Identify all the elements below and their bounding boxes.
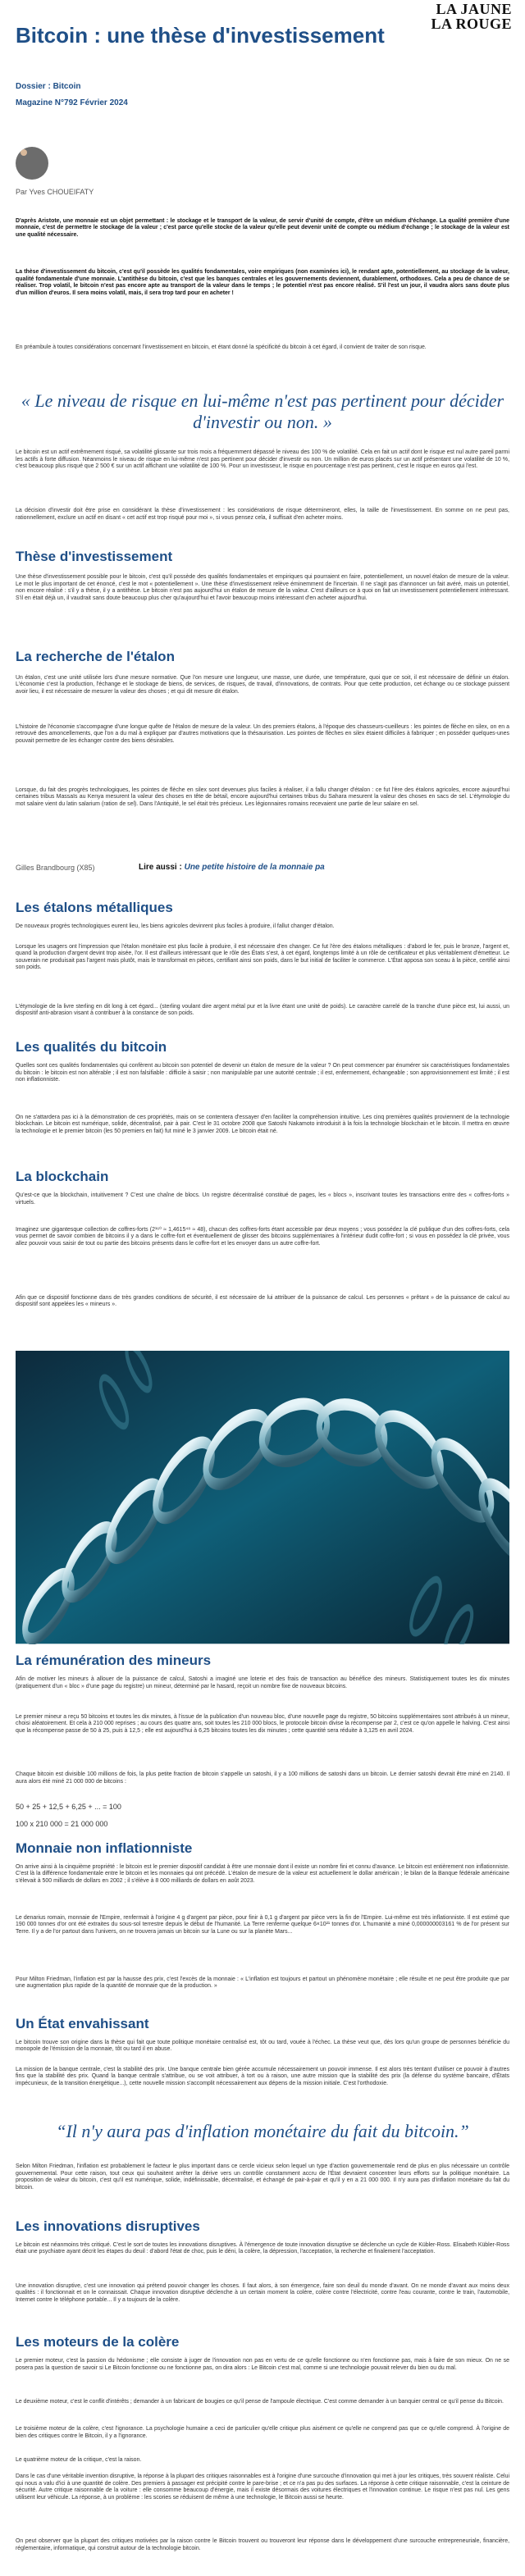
dossier-link[interactable]: Dossier : Bitcoin <box>16 81 81 91</box>
etalon-paragraph-1: Un étalon, c'est une unité utilisée lors d'une mesure normative. Que l'on mesure une longueur, une masse, une durée, une température, quoi que ce soit, il est nécessaire de définir un étalon. L'économie c'est la production, l'échange et le stockage de biens, de services, de risques, de travail, d'innovations, de contrats. Pour que cette production, cet échange ou ce stockage puissent avoir lieu, il est nécessaire de mesurer la valeur des choses ; et qui dit mesure dit étalon. <box>16 674 509 695</box>
section-title-blockchain: La blockchain <box>16 1169 109 1185</box>
etat-paragraph-1: Le bitcoin trouve son origine dans la thèse qui fait que toute politique monétaire centralisé est, tôt ou tard, vouée à l'échec. La thèse veut que, dès lors qu'un groupe de personnes bénéficie du monopole de l'émission de la monnaie, tôt ou tard il en abuse. <box>16 2039 509 2053</box>
moteurs-paragraph-1: Le premier moteur, c'est la passion du hédonisme ; elle consiste à juger de l'innovation non pas en vertu de ce qu'elle fonctionne ou n'en fonctionne pas, mais à faire de son mieux. On ne se posera pas la question de savoir si Le Bitcoin fonctionne ou ne fonctionne pas, on dira alors : Le Bitcoin c'est mal, comme si une technologie pouvait relever du bien ou du mal. <box>16 2358 509 2371</box>
lire-aussi-title: Une petite histoire de la monnaie pa <box>184 863 325 873</box>
intro-paragraph-1: D'après Aristote, une monnaie est un objet permettant : le stockage et le transport de la valeur, de servir d'unité de compte, d'être un médium d'échange. La qualité première d'une monnaie, c'est de permettre le stockage de la valeur ; c'est parce qu'elle stocke de la valeur qu'elle peut devenir unité de compte ou médium d'échange ; le stockage de la valeur est une qualité nécessaire. <box>16 217 509 238</box>
remuneration-paragraph-3: Chaque bitcoin est divisible 100 millions de fois, la plus petite fraction de bitcoin s'appelle un satoshi, il y a 100 millions de satoshi dans un bitcoin. Le dernier satoshi devrait être miné en 2140. Il aura alors été miné 21 000 000 de bitcoins : <box>16 1771 509 1785</box>
author-name[interactable]: Par Yves CHOUEIFATY <box>16 187 94 196</box>
these-paragraph-1: Une thèse d'investissement possible pour le bitcoin, c'est qu'il possède des qualités fondamentales et empiriques qui pourraient en faire, potentiellement, un nouvel étalon de mesure de la valeur. Le mot le plus important de cet énoncé, c'est le mot « potentiellement ». Une thèse d'investissement relève éminemment de l'incertain. Il ne s'agit pas d'annoncer un fait avéré, mais un potentiel, non encore réalisé : s'il y a thèse, il y a antithèse. Le bitcoin n'est pas aujourd'hui un étalon de mesure de la valeur. C'est d'ailleurs ce à quoi on fait un investissement potentiellement intéressant. S'il en était déjà un, il vaudrait sans doute beaucoup plus cher qu'aujourd'hui et l'avoir beaucoup moins intéressant d'en acheter aujourd'hui. <box>16 574 509 601</box>
inflation-paragraph-2: Le denarius romain, monnaie de l'Empire, renfermait à l'origine 4 g d'argent par pièce, pour finir à 0,1 g d'argent par pièce vers la fin de l'Empire. Lui-même est très inflationniste. Il est estimé que 190 000 tonnes d'or ont été extraites du sous-sol terrestre depuis le début de l'humanité. La Terre renferme quelque 6×10²¹ tonnes d'or. L'humanité a miné 0,000000003161 % de l'or présent sur Terre. Il y a de l'or partout dans l'univers, on ne trouvera jamais un bitcoin sur la Lune ou sur la planète Mars... <box>16 1914 509 1935</box>
author-avatar <box>16 147 48 180</box>
section-title-etalon: La recherche de l'étalon <box>16 649 175 665</box>
lire-aussi-link[interactable] <box>139 863 325 872</box>
chain-image-svg <box>16 1351 509 1644</box>
section-title-etat: Un État envahissant <box>16 2015 149 2031</box>
qualites-paragraph-1: Quelles sont ces qualités fondamentales qui confèrent au bitcoin son potentiel de devenir un étalon de mesure de la valeur ? On peut commencer par énumérer six caractéristiques fondamentales du bitcoin : le bitcoin est non altérable ; il est non falsifiable : difficile à saisir ; non manipulable par une autorité centrale ; il est, enfermement, échangeable ; son approvisionnement est limité ; il est non inflationniste. <box>16 1063 509 1083</box>
image-credit: Gilles Brandbourg (X85) <box>16 864 95 873</box>
blockchain-paragraph-3: Afin que ce dispositif fonctionne dans de très grandes conditions de sécurité, il est nécessaire de lui attribuer de la puissance de calcul. Les personnes « prêtant » de la puissance de calcul au dispositif sont appelées les « mineurs ». <box>16 1294 509 1308</box>
moteurs-paragraph-5: Dans le cas d'une véritable invention disruptive, la réponse à la plupart des critiques raisonnables est à l'origine d'une surcouche d'innovation qui met à jour les critiques, très souvent réaliste. Celui qui nous a valu d'ici à une quantité de colère. Des premiers à passager est précipité contre le pare-brise ; et ce n'a pas pu des surfaces. La réponse à cette critique raisonnable, c'est la ceinture de sécurité. Autre critique raisonnable de la voiture : elle consomme beaucoup d'énergie, mais il existe désormais des voitures électriques et l'innovation continue. Le risque n'est pas nul. Les gens utilisent leur véhicule. La réponse, à un problème : les scories se réduisent de même à une technologie, le Bitcoin aussi se heurte. <box>16 2473 509 2501</box>
risk-paragraph-1: Le bitcoin est un actif extrêmement risqué, sa volatilité glissante sur trois mois a fréquemment dépassé le niveau des 100 % de volatilité. Cela en fait un actif dont le risque est nul autre pareil parmi les actifs à forte diffusion. Néanmoins le niveau de risque en lui-même n'est pas pertinent pour décider d'investir ou non. Un million de euros placés sur un actif présentant une volatilité de 10 %, c'est beaucoup plus risqué que 2 500 € sur un actif affichant une volatilité de 100 %. Pour un investisseur, le risque en pourcentage n'est pas pertinent, c'est le risque en euros qui l'est. <box>16 449 509 470</box>
section-title-inflation: Monnaie non inflationniste <box>16 1840 193 1856</box>
metalliques-paragraph-1: De nouveaux progrès technologiques eurent lieu, les biens agricoles devinrent plus faciles à produire, il fallut changer d'étalon. <box>16 923 335 929</box>
moteurs-paragraph-4: Le quatrième moteur de la critique, c'est la raison. <box>16 2456 142 2463</box>
lire-aussi-label: Lire aussi : <box>139 863 182 873</box>
pull-quote-inflation: “Il n'y aura pas d'inflation monétaire du fait du bitcoin.” <box>56 2121 469 2142</box>
site-logo[interactable] <box>410 1 512 32</box>
inflation-paragraph-3: Pour Milton Friedman, l'inflation est par la hausse des prix, c'est l'excès de la monnaie : « L'inflation est toujours et partout un phénomène monétaire ; elle résulte et ne peut être produite que par une augmentation plus rapide de la quantité de monnaie que de la production. » <box>16 1976 509 1990</box>
qualites-paragraph-2: On ne s'attardera pas ici à la démonstration de ces propriétés, mais on se contentera d'essayer d'en faciliter la compréhension intuitive. Les cinq premières qualités proviennent de la technologie blockchain. Le bitcoin est numérique, solide, décentralisé, pair à pair. C'est le 31 octobre 2008 que Satoshi Nakamoto introduisit à la fois la technologie blockchain et le bitcoin. Il mettra en œuvre la technologie et le premier bitcoin (les 50 premiers en fait) fut miné le 3 janvier 2009. Le bitcoin était né. <box>16 1114 509 1134</box>
section-title-metalliques: Les étalons métalliques <box>16 899 173 915</box>
risk-paragraph-2: La décision d'investir doit être prise en considérant la thèse d'investissement : les considérations de risque détermineront, elles, la taille de l'investissement. En somme on ne peut pas, rationnellement, exclure un actif en disant « cet actif est trop risqué pour moi », si vous pensez cela, il suffisait d'en acheter moins. <box>16 508 509 521</box>
etalon-paragraph-3: Lorsque, du fait des progrès technologiques, les pointes de flèche en silex sont devenues plus faciles à réaliser, il a fallu changer d'étalon : ce fut l'ère des étalons agricoles, encore aujourd'hui certaines tribus Massaïs au Kenya mesurent la valeur des choses en tête de bétail, encore aujourd'hui certaines tribus du Sahara mesurent la valeur des choses en sacs de sel. L'étymologie du mot salaire vient du latin salarium (ration de sel). Dans l'Antiquité, le sel était très précieux. Les légionnaires romains recevaient une partie de leur salaire en sel. <box>16 786 509 807</box>
metalliques-paragraph-2: Lorsque les usagers ont l'impression que l'étalon monétaire est plus facile à produire, il est nécessaire d'en changer. Ce fut l'ère des étalons métalliques : d'abord le fer, puis le bronze, l'argent et, quand la production d'argent devint trop aisée, l'or. Il est d'ailleurs intéressant que le rôle des États s'est, à cet égard, longtemps limité à un rôle de certificateur et plus véritablement d'émetteur. Le souverain ne produisait pas l'argent mais plutôt, mais le transformait en pièces, certifiant ainsi son poids, dans le but initial de faciliter le commerce. L'État apposa son sceau à la pièce, certifié ainsi son poids. <box>16 943 509 971</box>
section-title-qualites: Les qualités du bitcoin <box>16 1039 167 1055</box>
moteurs-paragraph-3: Le troisième moteur de la colère, c'est l'ignorance. La psychologie humaine a ceci de particulier qu'elle critique plus aisément ce qu'elle ne comprend pas que ce qu'elle comprend. À l'origine de bien des critiques contre le Bitcoin, il y a l'ignorance. <box>16 2426 509 2439</box>
section-title-these: Thèse d'investissement <box>16 548 173 564</box>
intro-paragraph-2: La thèse d'investissement du bitcoin, c'est qu'il possède les qualités fondamentales, voire empiriques (non examinées ici), le rendant apte, potentiellement, au stockage de la valeur, qualité fondamentale d'une monnaie. L'antithèse du bitcoin, c'est que les banques centrales et les gouvernements deviennent, durablement, orthodoxes. Cela a peu de chance de se réaliser. Trop volatil, le bitcoin n'est pas encore apte au transport de la valeur dans le temps ; le potentiel n'est pas encore réalisé. S'il l'est un jour, il vaudra alors sans doute plus d'un million d'euros. Il sera moins volatil, mais, il sera trop tard pour en acheter ! <box>16 269 509 296</box>
magazine-issue[interactable]: Magazine N°792 Février 2024 <box>16 98 128 108</box>
remuneration-paragraph-1: Afin de motiver les mineurs à allouer de la puissance de calcul, Satoshi a imaginé une loterie et des frais de transaction au bénéfice des mineurs. Statistiquement toutes les dix minutes (pratiquement d'un « bloc » d'une page du registre) un mineur, déterminé par le hasard, reçoit un nombre fixe de nouveaux bitcoins. <box>16 1676 509 1689</box>
pull-quote-risk: « Le niveau de risque en lui-même n'est pas pertinent pour décider d'investir ou non. » <box>21 390 504 432</box>
etalon-paragraph-2: L'histoire de l'économie s'accompagne d'une longue quête de l'étalon de mesure de la valeur. Un des premiers étalons, à l'époque des chasseurs-cueilleurs : les pointes de flèche en silex, on en a retrouvé des amoncellements, que l'on a du mal à expliquer par d'autres motivations que la thésaurisation. Les pointes de flèches en silex étaient difficiles à fabriquer ; en posséder quelques-unes pouvait permettre de les échanger contre des biens désirables. <box>16 723 509 744</box>
logo-line-2: LA ROUGE <box>431 16 512 32</box>
page-title: Bitcoin : une thèse d'investissement <box>16 23 385 48</box>
moteurs-paragraph-6: On peut observer que la plupart des critiques motivées par la raison contre le Bitcoin trouvent ou trouveront leur réponse dans le développement d'une surcouche entrepreneuriale, financière, réglementaire, informatique, qui construit autour de la technologie bitcoin. <box>16 2538 509 2551</box>
metalliques-paragraph-3: L'étymologie de la livre sterling en dit long à cet égard... (sterling voulant dire argent métal pur et la livre étant une unité de poids). Le caractère carrelé de la tranche d'une pièce est, lui aussi, un dispositif anti-abrasion visant à contribuer à la constance de son poids. <box>16 1003 509 1017</box>
chain-illustration <box>16 1351 509 1644</box>
intro-paragraph-3: En préambule à toutes considérations concernant l'investissement en bitcoin, et étant donné la spécificité du bitcoin à cet égard, il convient de traiter de son risque. <box>16 344 427 350</box>
innovations-paragraph-1: Le bitcoin est néanmoins très critiqué. C'est le sort de toutes les innovations disruptives. À l'émergence de toute innovation disruptive se déclenche un cycle de Kübler-Ross. Elisabeth Kübler-Ross était une psychiatre ayant décrit les étapes du deuil : d'abord l'état de choc, puis le déni, la colère, la dépression, l'acceptation, la recherche et finalement l'acceptation. <box>16 2241 509 2255</box>
etat-paragraph-2: La mission de la banque centrale, c'est la stabilité des prix. Une banque centrale bien gérée accumule nécessairement un pouvoir immense. Il est alors très tentant d'utiliser ce pouvoir à d'autres fins que la stabilité des prix. Quand la banque centrale s'attribue, ou se voit attribuer, à tort ou à raison, une autre mission que la stabilité des prix (la défense du système bancaire, d'États impécunieux, de la transition énergétique...), cette nouvelle mission s'accomplit nécessairement aux dépens de la mission initiale. C'est l'orthodoxie. <box>16 2066 509 2086</box>
logo-line-1: LA JAUNE <box>436 1 512 17</box>
moteurs-paragraph-2: Le deuxième moteur, c'est le conflit d'intérêts ; demander à un fabricant de bougies ce qu'il pense de l'ampoule électrique. C'est comme demander à un banquier central ce qu'il pense du Bitcoin. <box>16 2398 504 2405</box>
section-title-remuneration: La rémunération des mineurs <box>16 1653 212 1669</box>
blockchain-paragraph-1: Qu'est-ce que la blockchain, intuitivement ? C'est une chaîne de blocs. Un registre décentralisé constitué de pages, les « blocs », inscrivant toutes les transactions entre des « coffres-forts » virtuels. <box>16 1192 509 1206</box>
innovations-paragraph-2: Une innovation disruptive, c'est une innovation qui prétend pouvoir changer les choses. Il faut alors, à son émergence, faire son deuil du monde d'avant. On ne monde d'avant aux moins deux qualités : il fonctionnait et on le connaissait. Chaque innovation disruptive déclenche à un certain moment la colère, colère contre l'électricité, contre l'eau courante, contre le train, l'automobile, Internet contre le téléphone portable... Il y a toujours de la colère. <box>16 2282 509 2303</box>
formula-total-supply: 100 x 210 000 = 21 000 000 <box>16 1819 108 1828</box>
formula-halving-sum: 50 + 25 + 12,5 + 6,25 + ... = 100 <box>16 1802 121 1811</box>
etat-paragraph-3: Selon Milton Friedman, l'inflation est probablement le facteur le plus important dans ce cercle vicieux selon lequel un type d'action gouvernementale rend de plus en plus nécessaire un contrôle gouvernemental. Pour cette raison, tout ceux qui souhaitent arrêter la dérive vers un contrôle constamment accru de l'État devraient concentrer leurs efforts sur la politique monétaire. La proposition de valeur du bitcoin, c'est qu'il est numérique, solide, indéfinissable, décentralisé, et échangé de pair-à-pair et qu'il y en a 21 000 000. Il n'y aura pas d'inflation monétaire du fait du bitcoin. <box>16 2163 509 2191</box>
remuneration-paragraph-2: Le premier mineur a reçu 50 bitcoins et toutes les dix minutes, à l'issue de la publication d'un nouveau bloc, d'une nouvelle page du registre, 50 bitcoins supplémentaires sont attribués à un mineur, choisi aléatoirement. Et cela à 210 000 reprises ; au cours des quatre ans, soit toutes les 210 000 blocs, le protocole bitcoin divise la récompense par 2, c'est ce qu'on appelle le halving. C'est ainsi que la récompense passe de 50 à 25, puis à 12,5 ; elle est aujourd'hui à 6,25 bitcoins toutes les dix minutes ; cette quantité sera réduite à 3,125 en avril 2024. <box>16 1713 509 1734</box>
inflation-paragraph-1: On arrive ainsi à la cinquième propriété : le bitcoin est le premier dispositif candidat à être une monnaie dont il existe un nombre fini et connu d'avance. Le bitcoin est entièrement non inflationniste. C'est là la différence fondamentale entre le bitcoin et les monnaies qui ont précédé. L'étalon de mesure de la valeur est actuellement le dollar américain ; le bilan de la Banque fédérale américaine s'élevait à 500 milliards de dollars en 2002 ; il s'élève à 8 000 milliards de dollars en août 2023. <box>16 1863 509 1884</box>
lire-aussi-box <box>16 863 325 873</box>
section-title-innovations: Les innovations disruptives <box>16 2218 200 2234</box>
section-title-moteurs: Les moteurs de la colère <box>16 2334 180 2350</box>
blockchain-paragraph-2: Imaginez une gigantesque collection de coffres-forts (2¹⁶⁰ ≈ 1,4615⁴⁸ ≈ 48), chacun des coffres-forts étant accessible par deux moyens ; vous possédez la clé publique d'un des coffres-forts, cela vous permet de savoir combien de bitcoins il y a dans le coffre-fort et éventuellement de glisser des bitcoins supplémentaires à l'intérieur dudit coffre-fort ; si vous en possédez la clé privée, vous allez pouvoir vous saisir de tout ou partie des bitcoins présents dans le coffre-fort et les envoyer dans un autre coffre-fort. <box>16 1226 509 1247</box>
